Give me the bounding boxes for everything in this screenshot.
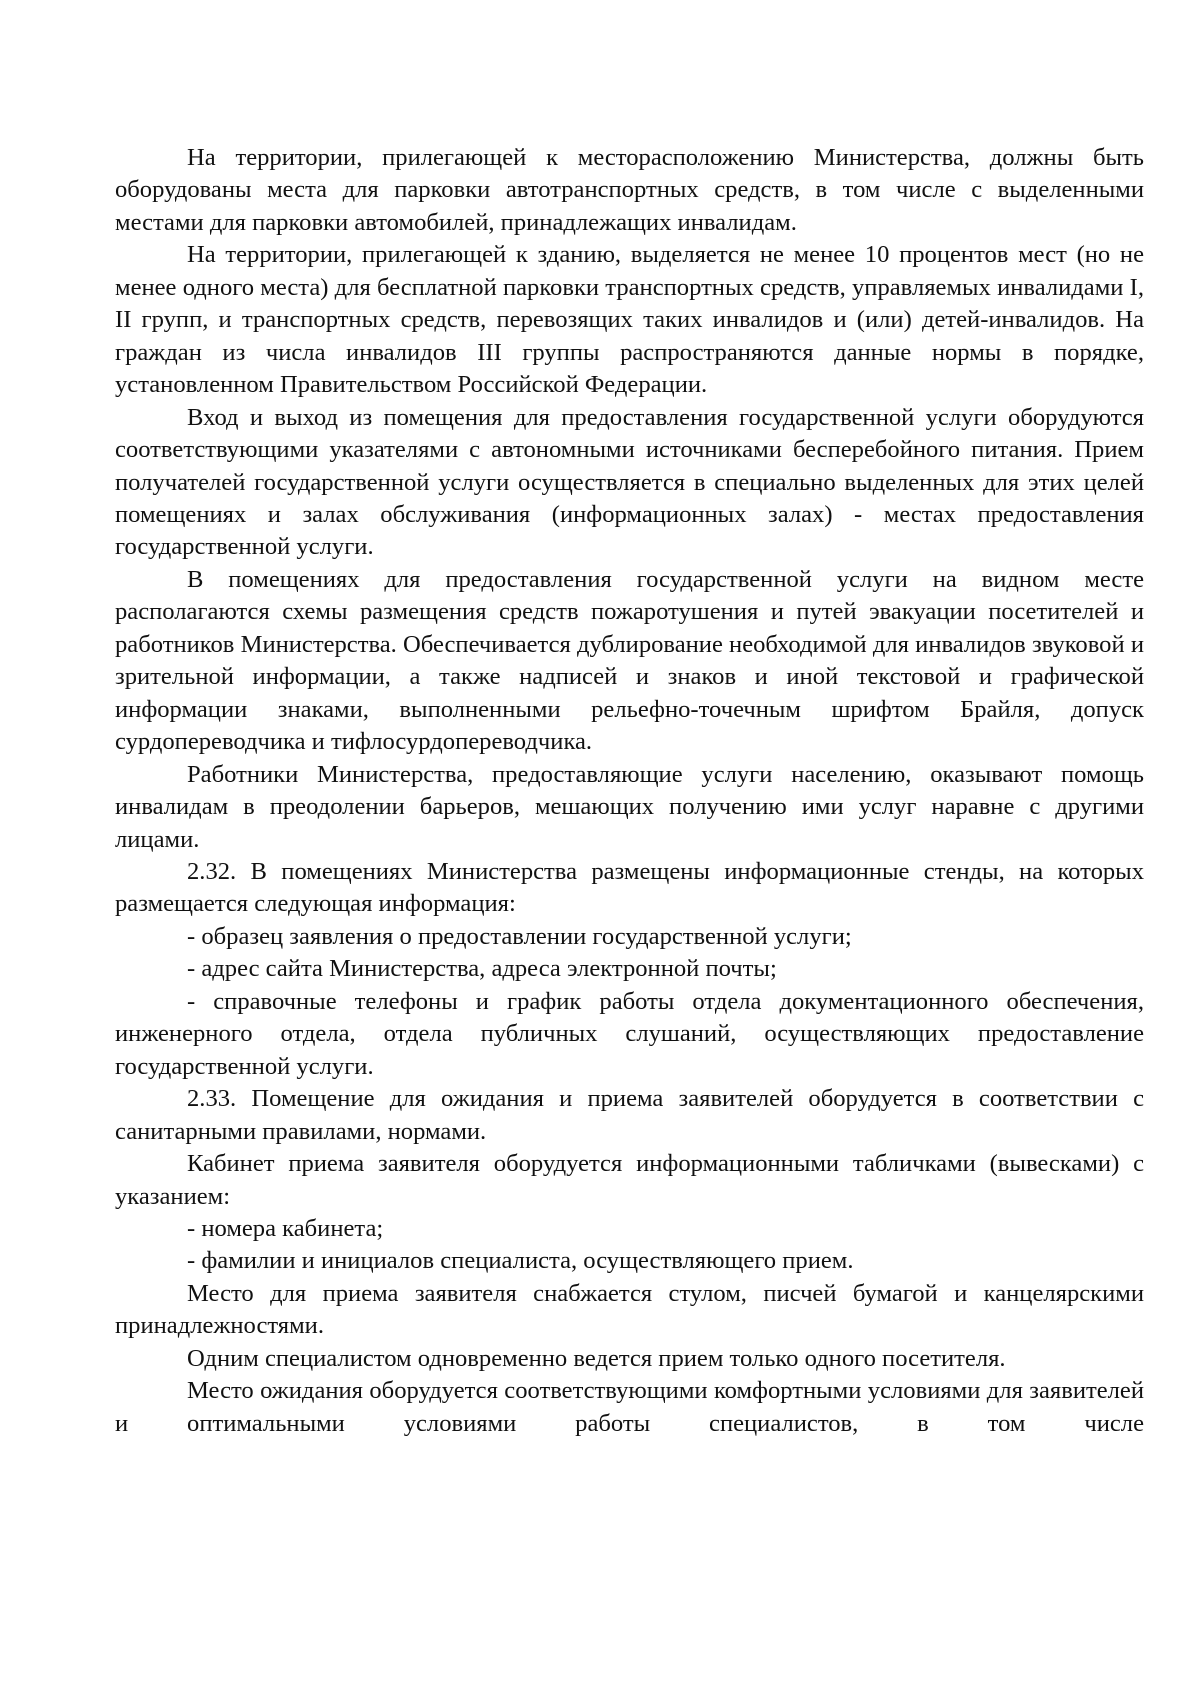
list-item-phones-schedule: - справочные телефоны и график работы отдела документационного обеспечения, инженерного отдела, отдела публичных слушаний, осуществляющих предоставление государственной услуги. (115, 987, 1144, 1080)
list-item-website-address: - адрес сайта Министерства, адреса электронной почты; (187, 955, 777, 983)
paragraph-office-signs: Кабинет приема заявителя оборудуется информационными табличками (вывесками) с указанием: (115, 1150, 1144, 1210)
document-page (115, 142, 1144, 1440)
paragraph-2-32-info-stands: 2.32. В помещениях Министерства размещены информационные стенды, на которых размещается следующая информация: (115, 857, 1144, 918)
paragraph-evacuation-schemes: В помещениях для предоставления государственной услуги на видном месте располагаются схемы размещения средств пожаротушения и путей эвакуации посетителей и работников Министерства. Обеспечивается дублирование необходимой для инвалидов звуковой и зрительной информации, а также надписей и знаков и иной текстовой и графической информации знаками, выполненными рельефно-точечным шрифтом Брайля, допуск сурдопереводчика и тифлосурдопереводчика. (115, 565, 1144, 756)
list-item-application-sample: - образец заявления о предоставлении государственной услуги; (187, 922, 852, 950)
paragraph-staff-assistance: Работники Министерства, предоставляющие услуги населению, оказывают помощь инвалидам в преодолении барьеров, мешающих получению ими услуг наравне с другими лицами. (115, 760, 1144, 853)
paragraph-reception-place: Место для приема заявителя снабжается стулом, писчей бумагой и канцелярскими принадлежностями. (115, 1279, 1144, 1340)
paragraph-waiting-place: Место ожидания оборудуется соответствующими комфортными условиями для заявителей и оптимальными условиями работы специалистов, в том числе (115, 1377, 1144, 1437)
paragraph-2-33-waiting-room: 2.33. Помещение для ожидания и приема заявителей оборудуется в соответствии с санитарными правилами, нормами. (115, 1085, 1144, 1145)
list-item-office-number: - номера кабинета; (187, 1214, 384, 1242)
paragraph-entrance-exit: Вход и выход из помещения для предоставления государственной услуги оборудуются соответствующими указателями с автономными источниками бесперебойного питания. Прием получателей государственной услуги осуществляется в специально выделенных для этих целей помещениях и залах обслуживания (информационных залах) - местах предоставления государственной услуги. (115, 403, 1144, 561)
paragraph-parking-disabled-spaces: На территории, прилегающей к зданию, выделяется не менее 10 процентов мест (но не менее одного места) для бесплатной парковки транспортных средств, управляемых инвалидами I, II групп, и транспортных средств, перевозящих таких инвалидов и (или) детей-инвалидов. На граждан из числа инвалидов III группы распространяются данные нормы в порядке, установленном Правительством Российской Федерации. (115, 241, 1144, 399)
paragraph-one-visitor: Одним специалистом одновременно ведется прием только одного посетителя. (187, 1344, 1006, 1372)
list-item-specialist-name: - фамилии и инициалов специалиста, осуществляющего прием. (187, 1247, 854, 1275)
paragraph-parking-territory: На территории, прилегающей к месторасположению Министерства, должны быть оборудованы места для парковки автотранспортных средств, в том числе с выделенными местами для парковки автомобилей, принадлежащих инвалидам. (115, 144, 1144, 236)
